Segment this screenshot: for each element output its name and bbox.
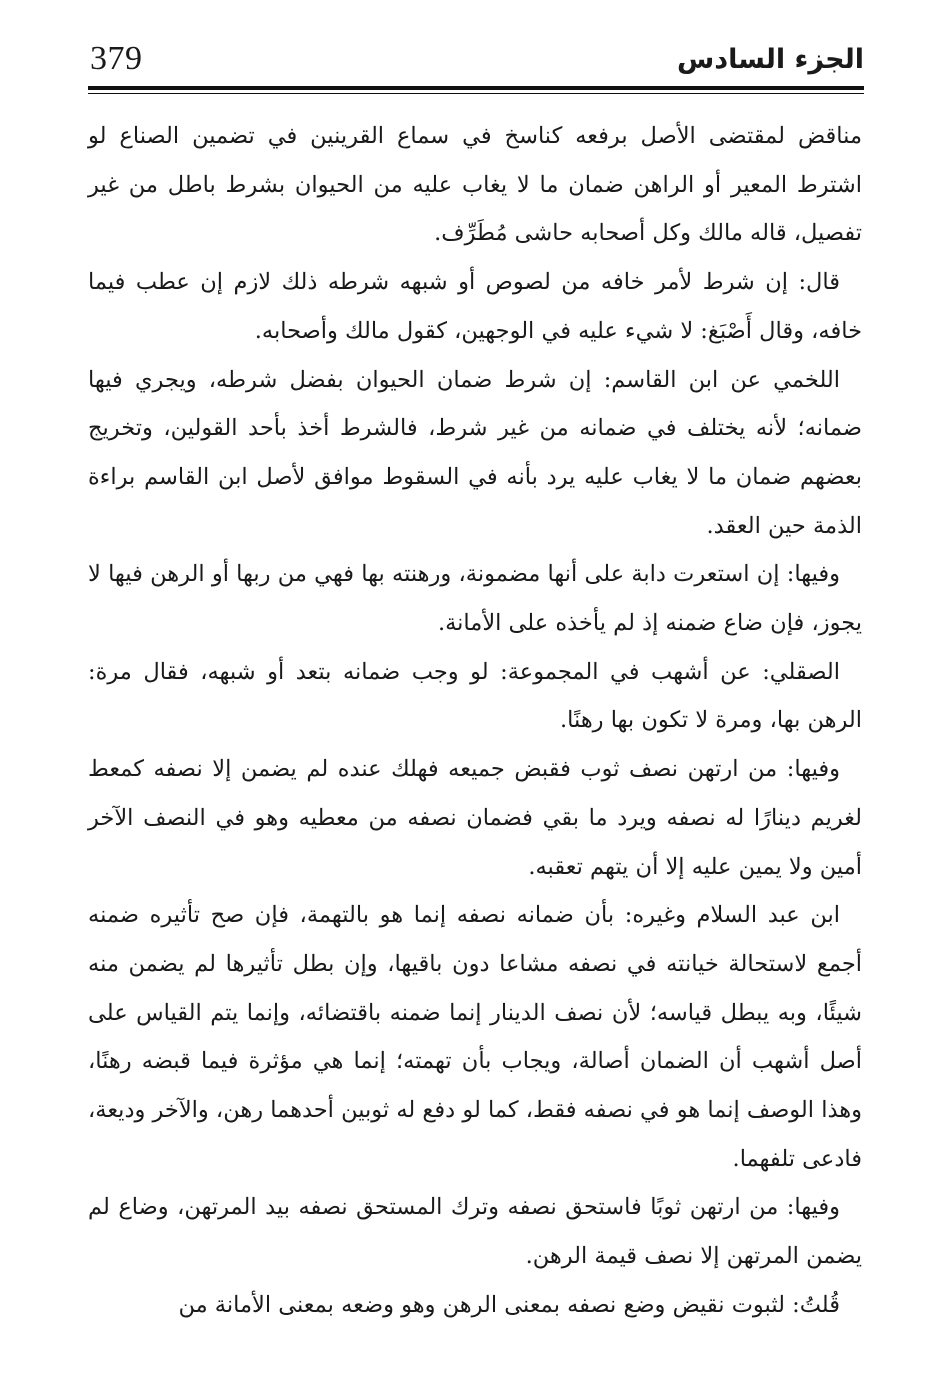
running-title: الجزء السادس bbox=[677, 44, 864, 75]
paragraph-7: ابن عبد السلام وغيره: بأن ضمانه نصفه إنما هو بالتهمة، فإن صح تأثيره ضمنه أجمع لاستحالة خيانته في نصفه مشاعا دون باقيها، وإن بطل تأثيرها لم يضمن منه شيئًا، وبه يبطل قياسه؛ لأن نصف الدينار إنما ضمنه باقتضائه، وإنما يتم القياس على أصل أشهب أن الضمان أصالة، ويجاب بأن تهمته؛ إنما هي مؤثرة فيما قبضه رهنًا، وهذا الوصف إنما هو في نصفه فقط، كما لو دفع له ثوبين أحدهما رهن، والآخر وديعة، فادعى تلفهما. bbox=[88, 902, 862, 1172]
paragraph-2: قال: إن شرط لأمر خافه من لصوص أو شبهه شرطه ذلك لازم إن عطب فيما خافه، وقال أَصْبَغ: لا شيء عليه في الوجهين، كقول مالك وأصحابه. bbox=[88, 269, 862, 344]
paragraph-9: قُلتُ: لثبوت نقيض وضع نصفه بمعنى الرهن وهو وضعه بمعنى الأمانة من bbox=[178, 1291, 840, 1318]
header-rule-thick bbox=[88, 86, 864, 90]
paragraph-6: وفيها: من ارتهن نصف ثوب فقبض جميعه فهلك عنده لم يضمن إلا نصفه كمعط لغريم دينارًا له نصفه ويرد ما بقي فضمان نصفه من معطيه وهو في النصف الآخر أمين ولا يمين عليه إلا أن يتهم تعقبه. bbox=[88, 756, 862, 880]
header-rule-thin bbox=[88, 93, 864, 94]
paragraph-5: الصقلي: عن أشهب في المجموعة: لو وجب ضمانه بتعد أو شبهه، فقال مرة: الرهن بها، ومرة لا تكون بها رهنًا. bbox=[88, 658, 862, 734]
paragraph-1: مناقض لمقتضى الأصل برفعه كناسخ في سماع القرينين في تضمين الصناع لو اشترط المعير أو الراهن ضمان ما لا يغاب عليه من الحيوان بشرط باطل من غير تفصيل، قاله مالك وكل أصحابه حاشى مُطَرِّف. bbox=[88, 123, 862, 247]
paragraph-4: وفيها: إن استعرت دابة على أنها مضمونة، ورهنته بها فهي من ربها أو الرهن فيها لا يجوز، فإن ضاع ضمنه إذ لم يأخذه على الأمانة. bbox=[88, 561, 862, 637]
page-number: 379 bbox=[90, 40, 143, 77]
page-header bbox=[90, 36, 864, 88]
paragraph-3: اللخمي عن ابن القاسم: إن شرط ضمان الحيوان بفضل شرطه، ويجري فيها ضمانه؛ لأنه يختلف في ضمانه من غير شرط، فالشرط أخذ بأحد القولين، وتخريج بعضهم ضمان ما لا يغاب عليه يرد بأنه في السقوط موافق لأصل ابن القاسم براءة الذمة حين العقد. bbox=[88, 366, 862, 539]
paragraph-8: وفيها: من ارتهن ثوبًا فاستحق نصفه وترك المستحق نصفه بيد المرتهن، وضاع لم يضمن المرتهن إلا نصف قيمة الرهن. bbox=[88, 1194, 862, 1270]
body-text bbox=[88, 112, 862, 1330]
